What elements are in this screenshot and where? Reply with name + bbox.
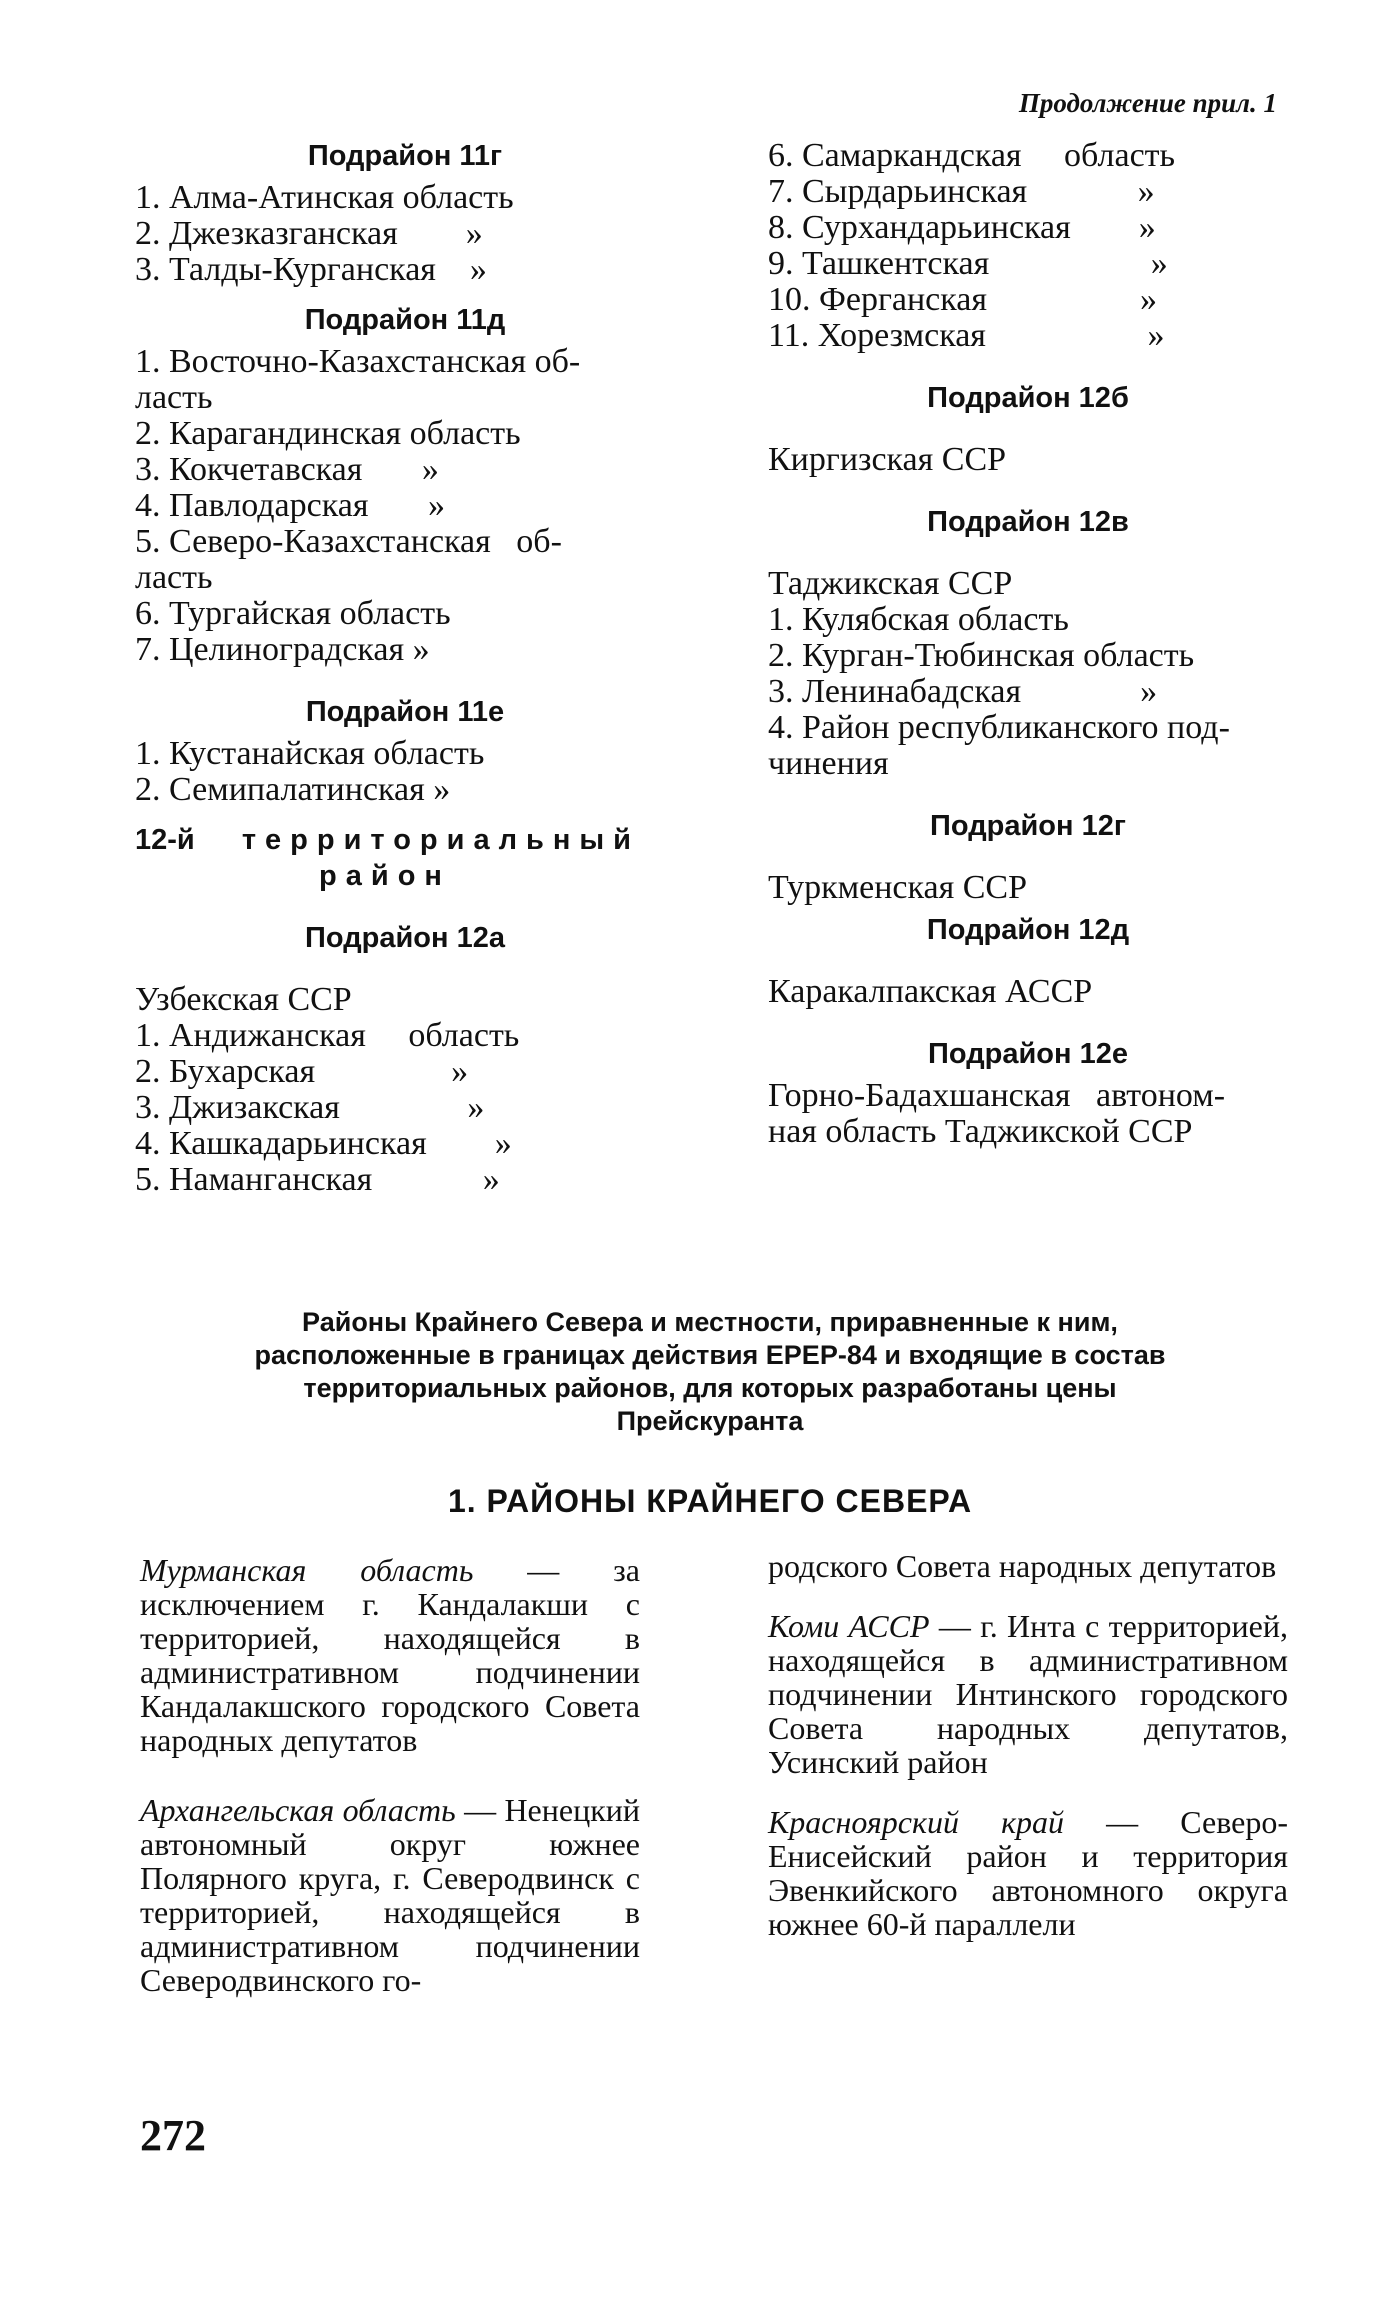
republic-name: Киргизская ССР	[768, 441, 1007, 478]
list-item: Горно-Бадахшанская автоном-	[768, 1077, 1226, 1114]
list-item: ласть	[135, 559, 213, 596]
list-item: 1. Восточно-Казахстанская об-	[135, 343, 581, 380]
subregion-heading: Подрайон 12е	[928, 1038, 1128, 1070]
page-number: 272	[140, 2111, 206, 2160]
list-item: 6. Тургайская область	[135, 595, 451, 632]
section-title-line: Районы Крайнего Севера и местности, приравненные к ним,	[302, 1307, 1118, 1337]
list-item: ласть	[135, 379, 213, 416]
subregion-heading: Подрайон 12а	[305, 922, 505, 954]
list-item: 10. Ферганская »	[768, 281, 1158, 318]
subregion-heading: Подрайон 12д	[926, 914, 1130, 946]
region-description: — Ненецкий автономный округ южнее Полярного круга, г. Северодвинск с территорией, находящейся в административном подчинении Северодвинского го-	[140, 1792, 640, 1998]
territorial-word: территориальный	[241, 824, 640, 856]
subregion-heading: Подрайон 11г	[307, 140, 503, 172]
region-paragraph	[140, 1793, 640, 1997]
republic-name: Таджикская ССР	[768, 565, 1013, 602]
region-name: Красноярский край	[768, 1804, 1065, 1840]
region-description: — г. Инта с территорией, находящейся в административном подчинении Интинского городского Совета народных депутатов, Усинский район	[768, 1608, 1289, 1780]
list-item: 4. Район республиканского под-	[768, 709, 1230, 746]
subregion-heading: Подрайон 11д	[304, 304, 506, 336]
region-description: — за исключением г. Кандалакши с территорией, находящейся в административном подчинении Кандалакшского городского Совета народных депутатов	[140, 1552, 640, 1758]
left-column	[135, 138, 675, 1198]
body-left-column	[140, 1553, 640, 2023]
section-title-line: Прейскуранта	[616, 1406, 804, 1436]
list-item: 2. Джезказганская »	[135, 215, 483, 252]
list-item: 2. Карагандинская область	[135, 415, 521, 452]
republic-name: Каракалпакская АССР	[768, 973, 1093, 1010]
region-paragraph	[768, 1805, 1288, 1941]
territorial-region-heading	[135, 822, 675, 858]
region-paragraph	[768, 1609, 1288, 1779]
list-item: 3. Талды-Курганская »	[135, 251, 487, 288]
section-title-line: расположенные в границах действия ЕРЕР-84 и входящие в состав	[254, 1340, 1166, 1370]
running-head: Продолжение прил. 1	[1018, 88, 1277, 118]
list-item: 3. Ленинабадская »	[768, 673, 1158, 710]
region-paragraph	[140, 1553, 640, 1757]
subregion-heading: Подрайон 12б	[927, 382, 1129, 414]
list-item: 11. Хорезмская »	[768, 317, 1165, 354]
list-item: 5. Наманганская »	[135, 1161, 500, 1198]
subregion-heading: Подрайон 12в	[927, 506, 1129, 538]
list-item: 2. Семипалатинская »	[135, 771, 451, 808]
section-title-line: территориальных районов, для которых разработаны цены	[303, 1373, 1117, 1403]
list-item: 1. Кулябская область	[768, 601, 1069, 638]
subregion-heading: Подрайон 12г	[930, 810, 1126, 842]
list-item: 4. Павлодарская »	[135, 487, 445, 524]
list-item: 9. Ташкентская »	[768, 245, 1168, 282]
region-name: Мурманская область	[140, 1552, 474, 1588]
republic-name: Туркменская ССР	[768, 869, 1027, 906]
list-item: чинения	[768, 745, 889, 782]
region-name: Коми АССР	[768, 1608, 930, 1644]
right-column	[768, 138, 1288, 1150]
list-item: 7. Целиноградская »	[135, 631, 430, 668]
section-title	[150, 1306, 1270, 1438]
list-item: 1. Андижанская область	[135, 1017, 520, 1054]
territorial-word-2: район	[319, 860, 451, 892]
subregion-heading: Подрайон 11е	[305, 696, 505, 728]
list-item: 4. Кашкадарьинская »	[135, 1125, 512, 1162]
list-item: 6. Самаркандская область	[768, 137, 1176, 174]
list-item: 7. Сырдарьинская »	[768, 173, 1155, 210]
list-item: ная область Таджикской ССР	[768, 1113, 1193, 1150]
republic-name: Узбекская ССР	[135, 981, 352, 1018]
list-item: 3. Кокчетавская »	[135, 451, 439, 488]
region-name: Архангельская область	[140, 1792, 456, 1828]
part-title: 1. РАЙОНЫ КРАЙНЕГО СЕВЕРА	[447, 1483, 973, 1519]
region-description: родского Совета народных депутатов	[768, 1548, 1277, 1584]
body-right-column	[768, 1548, 1289, 1967]
list-item: 1. Кустанайская область	[135, 735, 485, 772]
territorial-number: 12-й	[135, 824, 195, 856]
list-item: 2. Бухарская »	[135, 1053, 469, 1090]
list-item: 2. Курган-Тюбинская область	[768, 637, 1195, 674]
list-item: 3. Джизакская »	[135, 1089, 485, 1126]
list-item: 1. Алма-Атинская область	[135, 179, 514, 216]
region-description: — Северо-Енисейский район и территория Эвенкийского автономного округа южнее 60-й параллели	[768, 1804, 1289, 1942]
region-paragraph	[768, 1549, 1288, 1583]
list-item: 8. Сурхандарьинская »	[768, 209, 1156, 246]
list-item: 5. Северо-Казахстанская об-	[135, 523, 562, 560]
